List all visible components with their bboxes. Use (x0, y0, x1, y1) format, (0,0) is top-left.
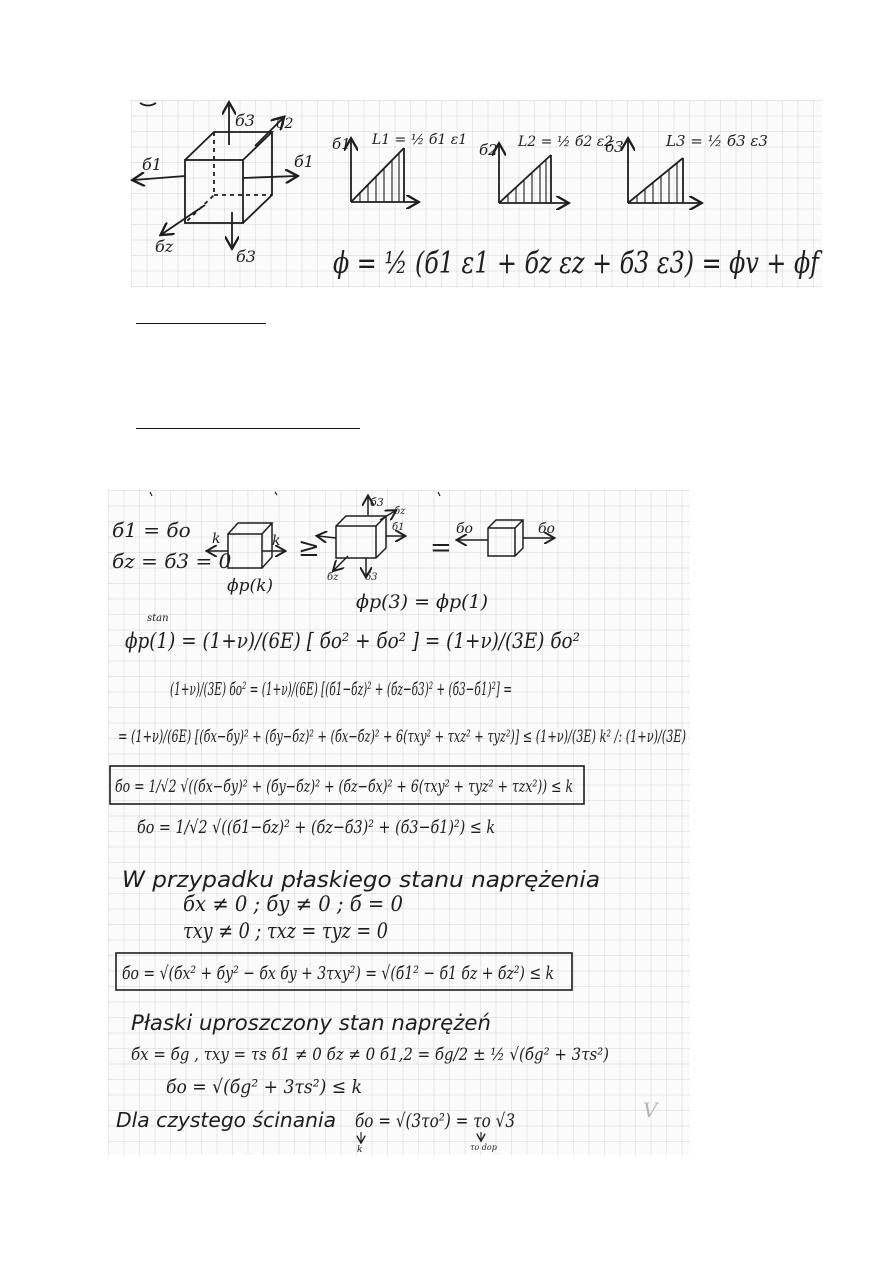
pure-shear-arrows (361, 1132, 481, 1142)
energy-equation: ϕ = ½ (б1 ε1 + бz εz + б3 ε3) = ϕv + ϕf (333, 246, 823, 281)
phi-3-equation: ϕp(3) = ϕp(1) (356, 591, 489, 613)
energy-plot-2 (479, 134, 613, 203)
cube-label: б3 (365, 572, 378, 583)
boxed-equation-2: бo = √(бx² + бy² − бx бy + 3τxy²) = √(б1² − б1 бz + бz²) ≤ k (122, 963, 554, 984)
pure-shear-heading: Dla czystego ścinania (116, 1108, 336, 1132)
plot-axis-label: б1 (332, 135, 351, 153)
margin-mark: V (643, 1098, 658, 1122)
small-cube-labels (212, 496, 555, 583)
cube-label: б1 (294, 152, 314, 171)
energy-plot-1 (332, 132, 467, 202)
cube-label: б3 (235, 111, 255, 130)
boxed-equation-1: бo = 1/√2 √((бx−бy)² + (бy−бz)² + (бz−бx)² + 6(τxy² + τyz² + τzx²)) ≤ k (115, 777, 573, 797)
energy-plot-3 (605, 132, 768, 203)
phi-k-label: ϕp(k) (227, 576, 274, 596)
stan-label: stan (147, 613, 169, 624)
cube-label: k (272, 533, 281, 549)
cube-label: б3 (236, 247, 256, 266)
cube-label: б3 (370, 496, 384, 509)
plot-axis-label: б2 (479, 141, 498, 159)
equation-phi1: ϕp(1) = (1+ν)/(6E) [ бo² + бo² ] = (1+ν)/(3E) бo² (125, 629, 580, 653)
stress-cube-figure (134, 103, 296, 247)
plane-stress-cond-2: τxy ≠ 0 ; τxz = τyz = 0 (183, 919, 388, 943)
cube-label: бz (155, 237, 174, 256)
pure-shear-tau: τo dop (470, 1143, 497, 1152)
cube-label: бz (394, 506, 406, 517)
pure-shear-k: k (357, 1145, 363, 1155)
equals-sign: = (430, 533, 452, 563)
simplified-stress-heading: Płaski uproszczony stan naprężeń (131, 1011, 492, 1035)
plane-stress-heading: W przypadku płaskiego stanu naprężenia (122, 868, 600, 893)
cube-label: б1 (142, 155, 162, 174)
cube-label: k (212, 531, 221, 547)
equation-c: бo = 1/√2 √((б1−бz)² + (бz−б3)² + (б3−б1)²) ≤ k (137, 817, 495, 838)
simplified-stress-eq-2: бo = √(бg² + 3τs²) ≤ k (166, 1076, 362, 1098)
plot-formula: L2 = ½ б2 ε2 (518, 134, 614, 150)
given-stress-2: бz = б3 = 0 (112, 549, 232, 573)
cube-label: бo (538, 521, 555, 537)
cube-label: бo (456, 521, 473, 537)
plot-axis-label: б3 (605, 138, 624, 156)
equation-b: = (1+ν)/(6E) [(бx−бy)² + (бy−бz)² + (бx−бz)² + 6(τxy² + τxz² + τyz²)] ≤ (1+ν)/(3E) k² /: (1+ν)/(3E) (118, 727, 686, 747)
equation-a: (1+ν)/(3E) бo² = (1+ν)/(6E) [(б1−бz)² + (бz−б3)² + (б3−б1)²] = (170, 679, 512, 700)
cube-label: бz (327, 572, 339, 583)
cube-label: б1 (392, 522, 405, 533)
cube-labels (142, 111, 314, 266)
plot-formula: L1 = ½ б1 ε1 (372, 132, 468, 148)
plot-formula: L3 = ½ б3 ε3 (666, 132, 768, 150)
plane-stress-cond-1: бx ≠ 0 ; бy ≠ 0 ; б = 0 (183, 892, 403, 916)
pure-shear-equation: бo = √(3τo²) = τo √3 (355, 1110, 515, 1132)
cube-label: б2 (276, 116, 294, 132)
simplified-stress-eq-1: бx = бg , τxy = τs б1 ≠ 0 бz ≠ 0 б1,2 = бg/2 ± ½ √(бg² + 3τs²) (131, 1045, 609, 1065)
geq-sign: ≥ (298, 533, 320, 563)
given-stress-1: б1 = бo (112, 518, 191, 542)
